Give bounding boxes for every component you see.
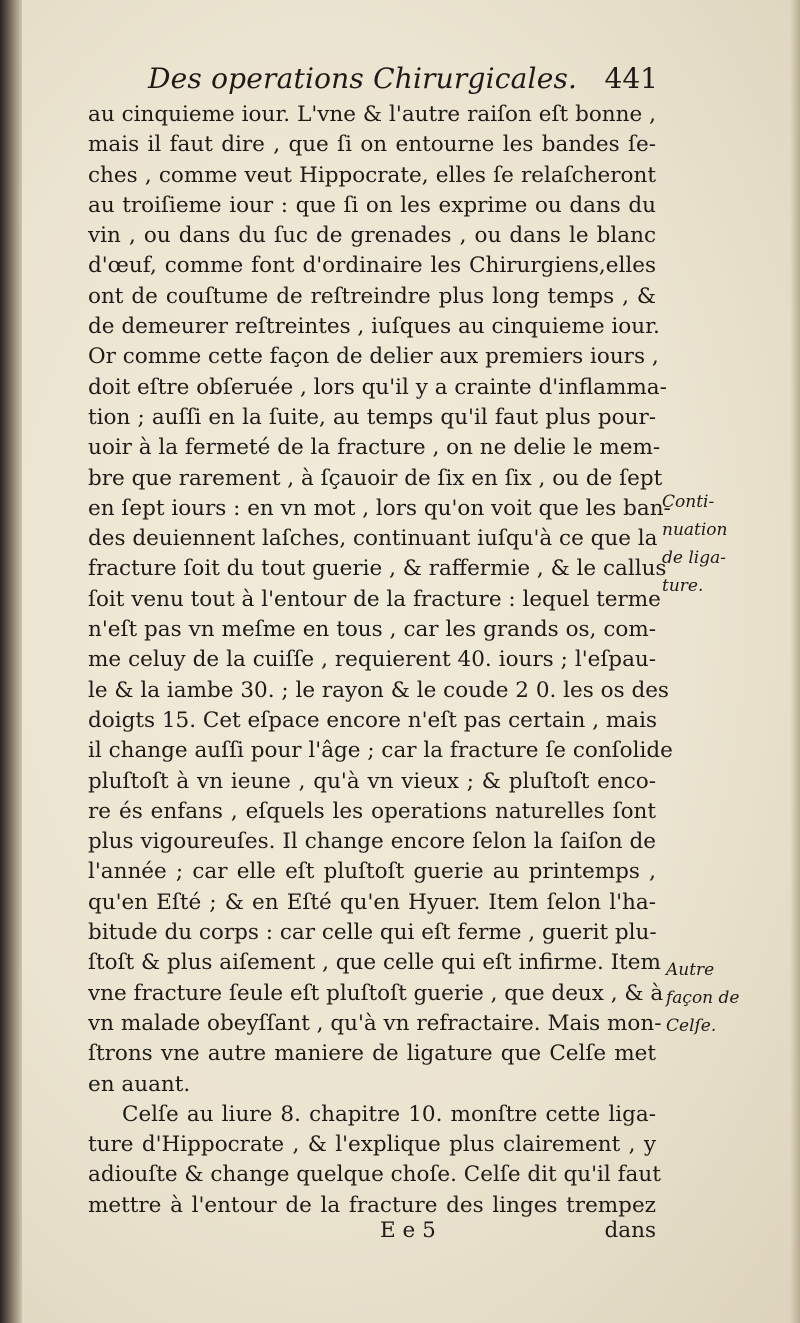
text-line: l'année ; car elle eſt pluſtoſt guerie au printemps , <box>88 859 656 885</box>
text-line: doit eſtre obſeruée , lors qu'il y a crainte d'inflamma- <box>88 374 667 400</box>
margin-note-line: Autre <box>666 960 715 980</box>
text-line: vin , ou dans du ſuc de grenades , ou dans le blanc <box>88 223 656 249</box>
text-line: adiouſte & change quelque choſe. Celſe dit qu'il faut <box>88 1162 661 1188</box>
text-line: me celuy de la cuiſſe , requierent 40. iours ; l'eſpau- <box>88 647 656 673</box>
margin-note-line: ture. <box>662 576 704 596</box>
text-line: des deuiennent laſches, continuant iuſqu'à ce que la <box>88 526 658 552</box>
text-line: pluſtoſt à vn ieune , qu'à vn vieux ; & pluſtoſt enco- <box>88 768 656 794</box>
margin-note-line: façon de <box>666 988 740 1008</box>
text-line: d'œuf, comme font d'ordinaire les Chirurgiens,elles <box>88 253 656 279</box>
text-line: au cinquieme iour. L'vne & l'autre raiſon eſt bonne , <box>88 102 656 127</box>
text-line: qu'en Eſté ; & en Eſté qu'en Hyuer. Item ſelon l'ha- <box>88 889 656 915</box>
text-line: re és enfans , eſquels les operations naturelles ſont <box>88 798 656 824</box>
text-line: uoir à la fermeté de la fracture , on ne delie le mem- <box>88 435 661 461</box>
text-line: bitude du corps : car celle qui eſt ferme , guerit plu- <box>88 920 657 946</box>
text-line: tion ; auſſi en la ſuite, au temps qu'il faut plus pour- <box>88 404 656 430</box>
text-line: fracture ſoit du tout guerie , & raffermie , & le callus <box>88 556 667 582</box>
text-line: ture d'Hippocrate , & l'explique plus clairement , y <box>88 1132 656 1158</box>
text-line: il change auſſi pour l'âge ; car la fracture ſe conſolide <box>88 738 673 764</box>
text-line: Or comme cette façon de delier aux premiers iours , <box>88 344 659 370</box>
page-edge <box>790 0 800 1323</box>
text-line: en ſept iours : en vn mot , lors qu'on voit que les ban- <box>88 495 671 521</box>
margin-note-line: nuation <box>662 520 728 540</box>
body-text <box>88 100 673 1221</box>
page-number: 441 <box>604 62 658 95</box>
text-line: ont de couſtume de reſtreindre plus long temps , & <box>88 283 656 309</box>
catchword: dans <box>604 1218 656 1243</box>
text-line: ches , comme veut Hippocrate, elles ſe relaſcheront <box>88 162 656 188</box>
margin-note-line: de liga- <box>662 548 726 568</box>
text-line-paragraph-start: Celſe au liure 8. chapitre 10. monſtre cette liga- <box>122 1101 656 1127</box>
text-line: mettre à l'entour de la fracture des linges trempez <box>88 1192 656 1218</box>
text-line: bre que rarement , à ſçauoir de ſix en ſix , ou de ſept <box>88 465 663 491</box>
text-line: n'eſt pas vn meſme en tous , car les grands os, com- <box>88 617 656 643</box>
text-line: ſtrons vne autre maniere de ligature que Celſe met <box>88 1041 656 1067</box>
text-line-paragraph-end: en auant. <box>88 1071 191 1097</box>
text-line: ſoit venu tout à l'entour de la fracture : lequel terme <box>88 586 661 612</box>
text-line: le & la iambe 30. ; le rayon & le coude 2 0. les os des <box>88 677 669 703</box>
text-line: vn malade obeyſſant , qu'à vn refractaire. Mais mon- <box>88 1010 662 1036</box>
text-line: au troiſieme iour : que ſi on les exprime ou dans du <box>88 192 656 218</box>
running-title: Des operations Chirurgicales. <box>148 62 578 95</box>
page-footer <box>88 1218 656 1250</box>
margin-note <box>666 956 796 1040</box>
text-line: vne fracture ſeule eſt pluſtoſt guerie , que deux , & à <box>88 980 664 1006</box>
margin-note <box>662 488 792 600</box>
text-line: doigts 15. Cet eſpace encore n'eſt pas certain , mais <box>88 707 657 733</box>
text-line: de demeurer reſtreintes , iuſques au cinquieme iour. <box>88 314 660 340</box>
text-line: ſtoſt & plus aiſement , que celle qui eſt infirme. Item <box>88 950 661 976</box>
margin-note-line: Conti- <box>662 492 715 512</box>
text-line: mais il faut dire , que ſi on entourne les bandes ſe- <box>88 132 656 158</box>
signature-mark: E e 5 <box>380 1218 436 1243</box>
margin-note-line: Celſe. <box>666 1016 717 1036</box>
text-line: plus vigoureuſes. Il change encore ſelon la ſaiſon de <box>88 829 656 855</box>
page-gutter-shadow <box>0 0 22 1323</box>
page-header <box>148 62 658 102</box>
